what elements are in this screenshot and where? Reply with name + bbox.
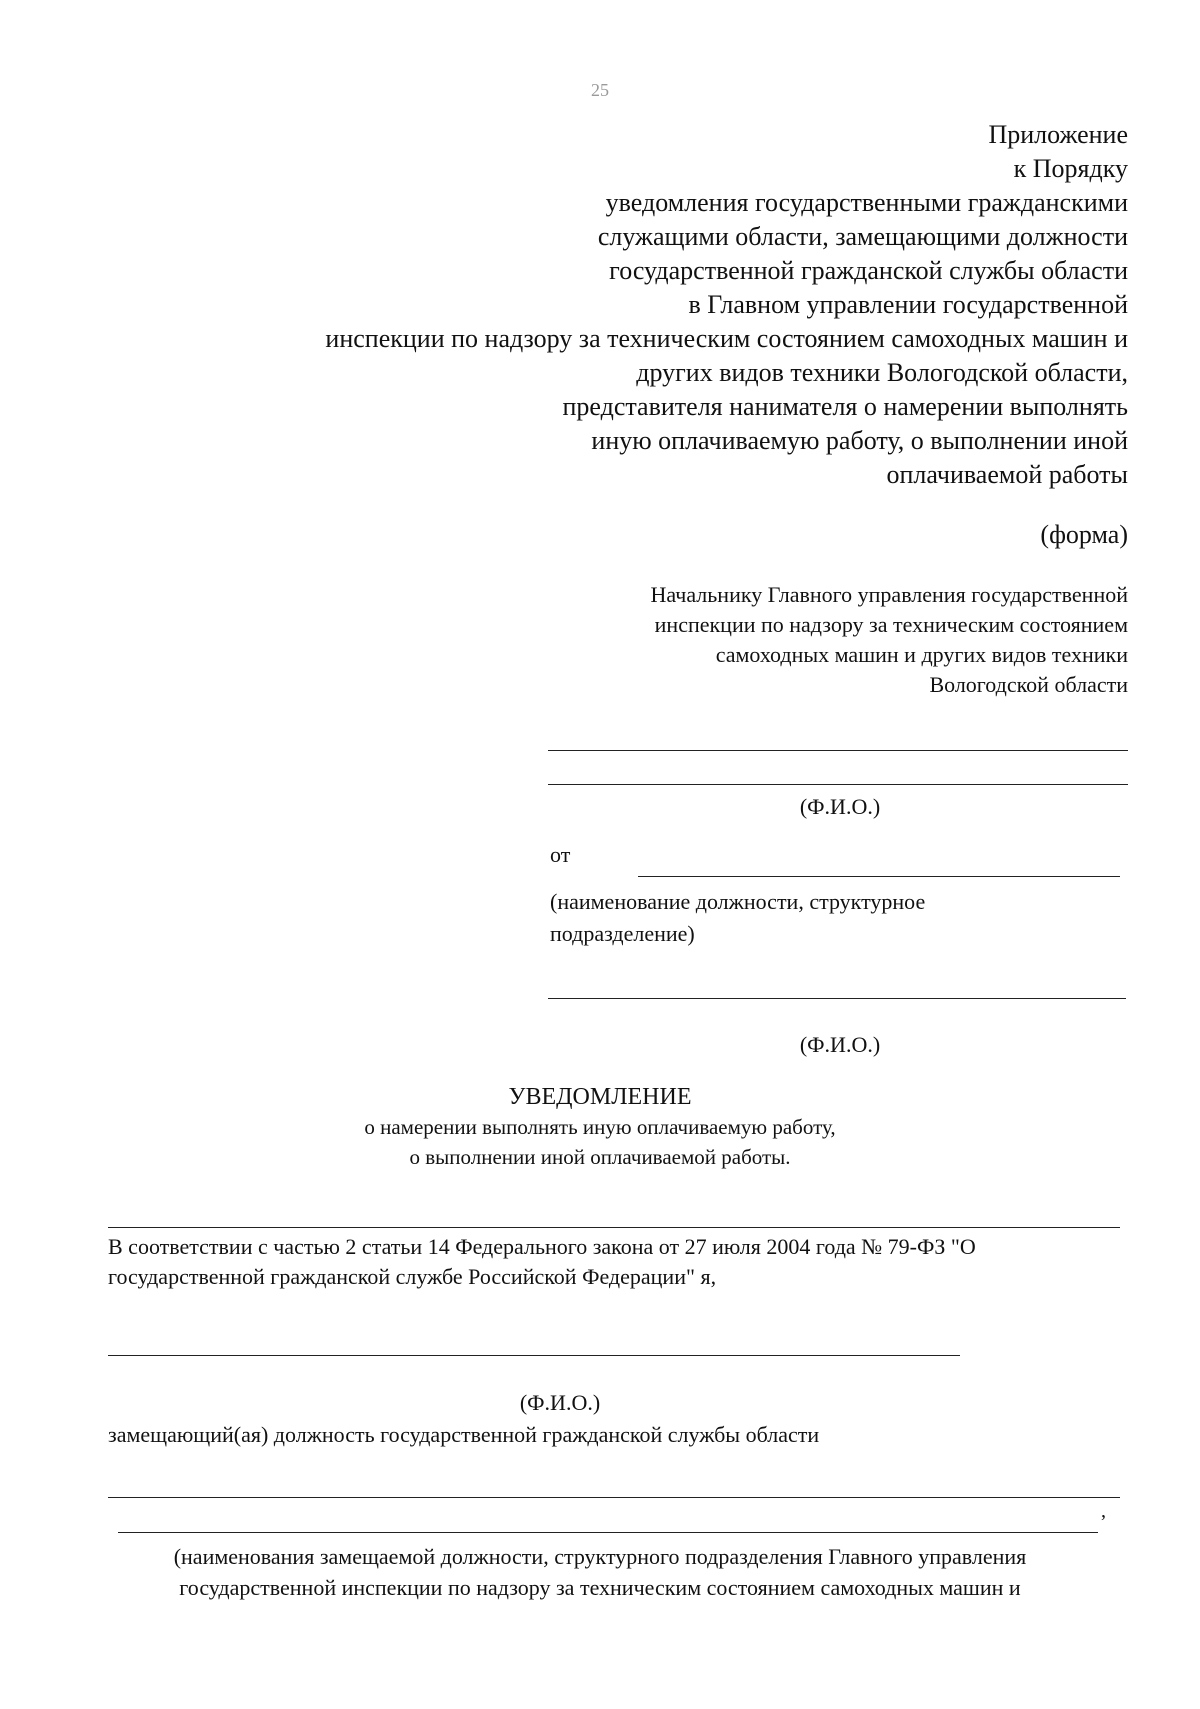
- appendix-line: Приложение: [988, 120, 1128, 149]
- addressee-name-line-2: [548, 784, 1128, 785]
- page-number: 25: [591, 80, 609, 100]
- position-caption: [550, 886, 925, 950]
- from-label: от: [550, 842, 571, 867]
- appendix-header: [168, 118, 1128, 492]
- position-name-line-2: [118, 1532, 1098, 1533]
- addressee-name-line-1: [548, 750, 1128, 751]
- footnote-line: (наименования замещаемой должности, структурного подразделения Главного управления: [173, 1544, 1027, 1569]
- footnote-caption: [100, 1541, 1100, 1603]
- position-comma: ,: [1101, 1500, 1106, 1522]
- appendix-line: в Главном управлении государственной: [688, 290, 1128, 319]
- notice-subtitle-line: о намерении выполнять иную оплачиваемую работу,: [364, 1115, 836, 1139]
- addressee-line: самоходных машин и других видов техники: [715, 642, 1128, 667]
- position-name-line-1: [108, 1497, 1120, 1498]
- appendix-line: инспекции по надзору за техническим состоянием самоходных машин и: [325, 324, 1128, 353]
- appendix-line: представителя нанимателя о намерении выполнять: [562, 392, 1128, 421]
- fio-caption-sender: (Ф.И.О.): [799, 1032, 881, 1057]
- fio-caption-addressee: (Ф.И.О.): [799, 794, 881, 819]
- position-caption-line: подразделение): [550, 921, 695, 946]
- addressee-block: [528, 580, 1128, 700]
- appendix-line: служащими области, замещающими должности: [597, 222, 1128, 251]
- notice-subtitle-line: о выполнении иной оплачиваемой работы.: [409, 1145, 791, 1169]
- sender-name-line: [548, 998, 1126, 999]
- appendix-line: государственной гражданской службы области: [609, 256, 1128, 285]
- replacing-position-text: замещающий(ая) должность государственной гражданской службы области: [108, 1422, 820, 1447]
- addressee-line: инспекции по надзору за техническим состоянием: [654, 612, 1128, 637]
- notice-title-block: [0, 1082, 1200, 1172]
- appendix-line: оплачиваемой работы: [886, 460, 1128, 489]
- position-line: [638, 876, 1120, 877]
- addressee-line: Вологодской области: [929, 672, 1128, 697]
- position-caption-line: (наименование должности, структурное: [550, 889, 926, 914]
- form-label: (форма): [1040, 520, 1128, 549]
- appendix-line: других видов техники Вологодской области,: [636, 358, 1128, 387]
- applicant-name-line: [108, 1355, 960, 1356]
- body-paragraph: [108, 1232, 1098, 1292]
- appendix-line: иную оплачиваемую работу, о выполнении иной: [591, 426, 1128, 455]
- body-line: В соответствии с частью 2 статьи 14 Федерального закона от 27 июля 2004 года № 79-ФЗ "О: [108, 1234, 976, 1259]
- appendix-line: уведомления государственными гражданскими: [605, 188, 1128, 217]
- footnote-line: государственной инспекции по надзору за техническим состоянием самоходных машин и: [179, 1575, 1021, 1600]
- addressee-line: Начальнику Главного управления государственной: [650, 582, 1128, 607]
- notice-title: УВЕДОМЛЕНИЕ: [508, 1084, 692, 1110]
- body-line: государственной гражданской службе Российской Федерации" я,: [108, 1264, 717, 1289]
- appendix-line: к Порядку: [1013, 154, 1128, 183]
- body-top-line: [108, 1227, 1120, 1228]
- fio-caption-applicant: (Ф.И.О.): [519, 1390, 601, 1415]
